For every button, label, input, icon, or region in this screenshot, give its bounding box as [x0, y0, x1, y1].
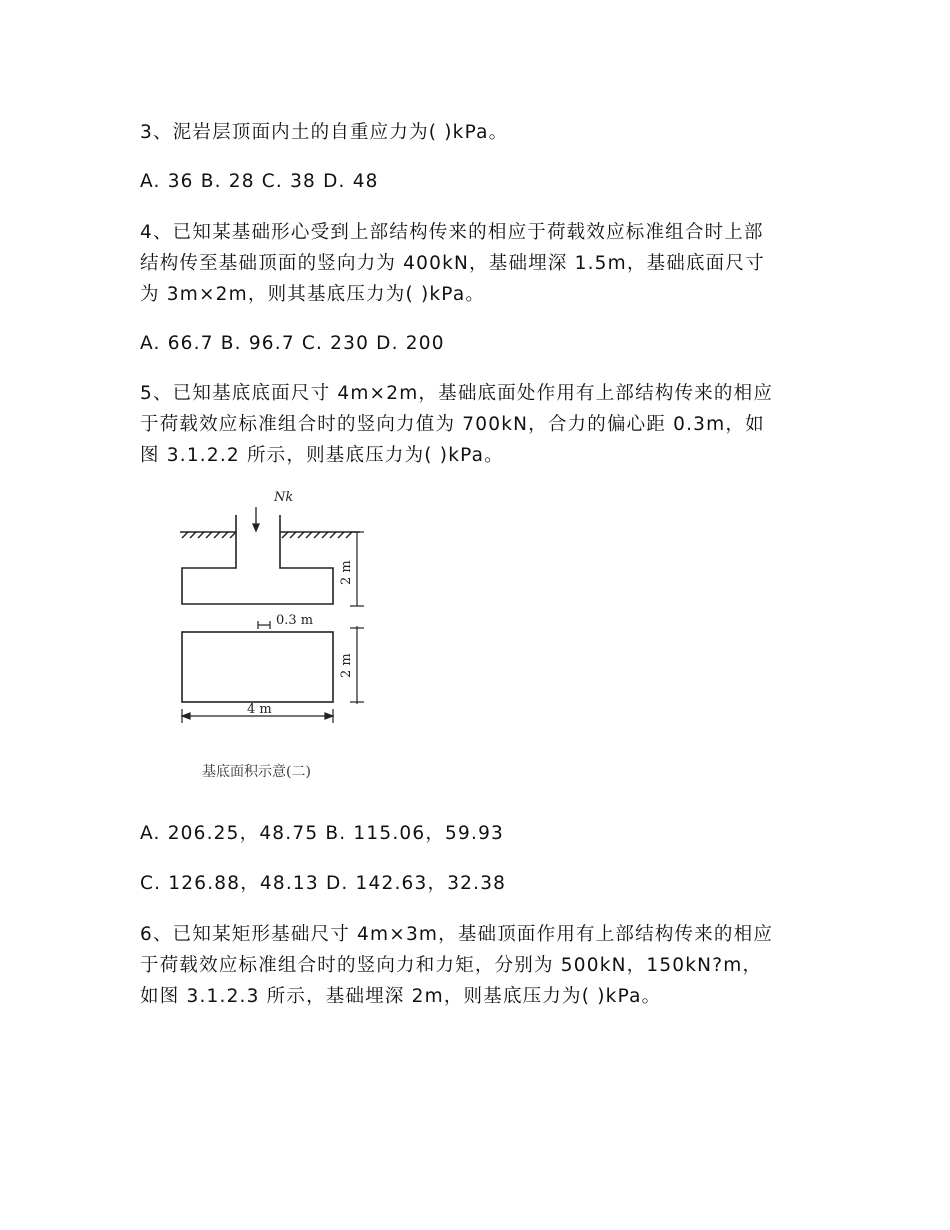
width-label: 4 m — [247, 702, 272, 717]
q3-options: A. 36 B. 28 C. 38 D. 48 — [140, 171, 379, 192]
q5-stem-line-2: 于荷载效应标准组合时的竖向力值为 700kN，合力的偏心距 0.3m，如 — [140, 414, 765, 435]
footing-plan — [182, 632, 333, 702]
q4-stem-line-3: 为 3m×2m，则其基底压力为( )kPa。 — [140, 284, 486, 305]
q6-stem-line-3: 如图 3.1.2.3 所示，基础埋深 2m，则基底压力为( )kPa。 — [140, 986, 662, 1007]
q4-options: A. 66.7 B. 96.7 C. 230 D. 200 — [140, 333, 445, 354]
q6-stem-line-2: 于荷载效应标准组合时的竖向力和力矩，分别为 500kN，150kN?m， — [140, 955, 763, 976]
q4-stem-line-2: 结构传至基础顶面的竖向力为 400kN，基础埋深 1.5m，基础底面尺寸 — [140, 253, 765, 274]
q5-options-line-1: A. 206.25，48.75 B. 115.06，59.93 — [140, 823, 505, 844]
height-label-top: 2 m — [339, 560, 354, 585]
q3-stem: 3、泥岩层顶面内土的自重应力为( )kPa。 — [140, 122, 509, 143]
load-arrow — [253, 507, 259, 531]
q4-stem-line-1: 4、已知某基础形心受到上部结构传来的相应于荷载效应标准组合时上部 — [140, 222, 764, 243]
q5-stem-line-3: 图 3.1.2.2 所示，则基底压力为( )kPa。 — [140, 445, 504, 466]
eccentricity-label: 0.3 m — [276, 613, 314, 628]
foundation-diagram — [170, 485, 380, 785]
ground-hatching — [180, 532, 360, 538]
figure-caption: 基底面积示意(二) — [202, 764, 311, 780]
eccentricity-marker — [258, 621, 270, 629]
foundation-figure — [170, 485, 380, 785]
q5-options-line-2: C. 126.88，48.13 D. 142.63，32.38 — [140, 873, 507, 894]
q6-stem-line-1: 6、已知某矩形基础尺寸 4m×3m，基础顶面作用有上部结构传来的相应 — [140, 924, 774, 945]
height-label-plan: 2 m — [339, 653, 354, 678]
load-label: Nk — [274, 490, 294, 505]
q5-stem-line-1: 5、已知基底底面尺寸 4m×2m，基础底面处作用有上部结构传来的相应 — [140, 383, 774, 404]
